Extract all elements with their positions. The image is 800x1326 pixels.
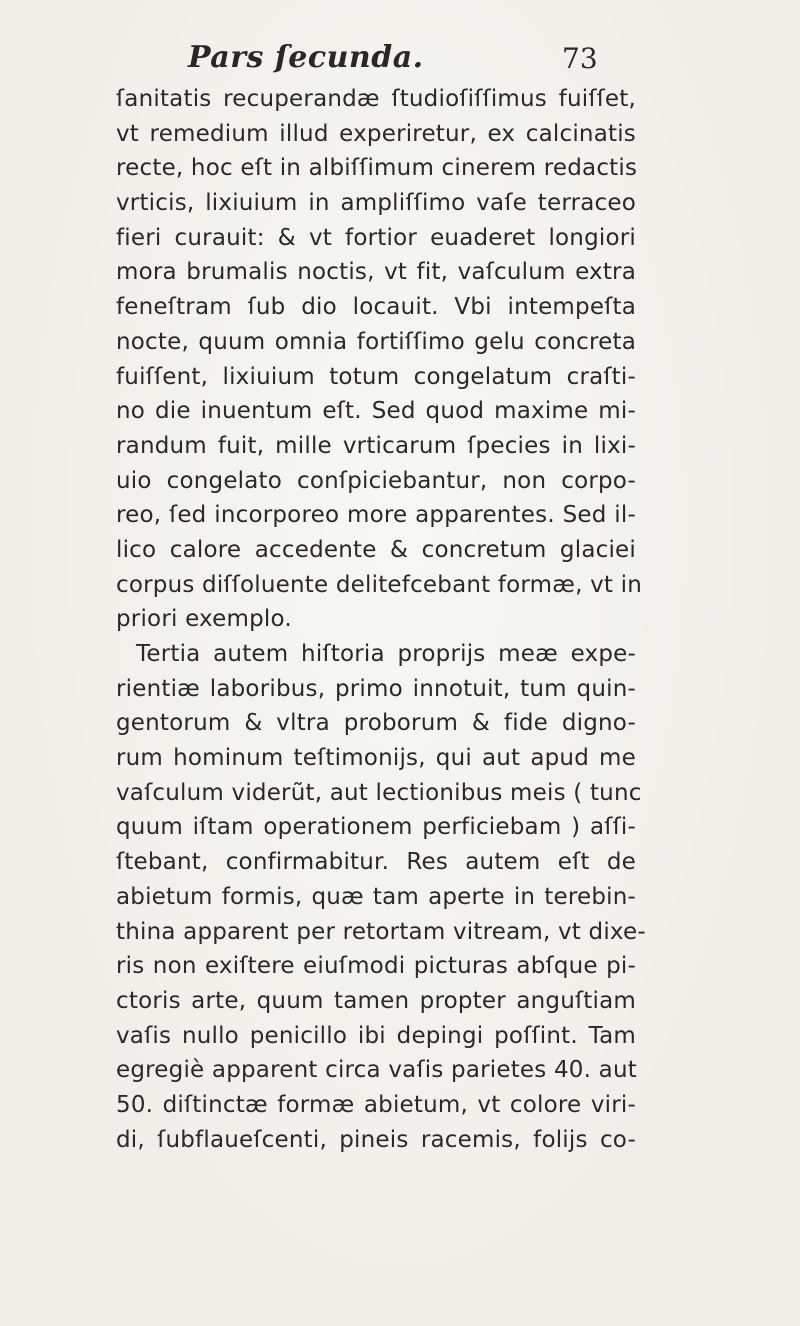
text-line: rum hominum teſtimonijs, qui aut apud me (116, 745, 636, 772)
text-line: abietum formis, quæ tam aperte in terebin- (116, 883, 636, 910)
text-line: 50. diſtinctæ formæ abietum, vt colore viri- (116, 1091, 636, 1118)
text-line: fieri curauit: & vt fortior euaderet longiori (116, 224, 636, 251)
text-line: ſanitatis recuperandæ ſtudioſiſſimus fuiſſet, (116, 86, 636, 112)
text-line: feneſtram ſub dio locauit. Vbi intempeſta (116, 294, 636, 321)
text-line: lico calore accedente & concretum glaciei (116, 536, 636, 563)
text-line: uio congelato conſpiciebantur, non corpo- (116, 467, 636, 494)
text-line: vrticis, lixiuium in ampliſſimo vaſe terraceo (116, 190, 636, 217)
text-line: reo, ſed incorporeo more apparentes. Sed il- (116, 502, 636, 529)
text-line: ſtebant, confirmabitur. Res autem eſt de (116, 849, 636, 876)
body-text (116, 82, 646, 1157)
text-line: rientiæ laboribus, primo innotuit, tum quin- (116, 675, 636, 702)
paragraph-first-line: Tertia autem hiſtoria proprijs meæ expe- (136, 641, 636, 667)
text-line: mora brumalis noctis, vt fit, vaſculum extra (116, 259, 636, 286)
text-line: quum iſtam operationem perficiebam ) aſſi- (116, 814, 636, 841)
running-head: Pars ſecunda. (188, 40, 424, 75)
text-line: ris non exiſtere eiuſmodi picturas abſque pi- (116, 953, 636, 980)
text-line: egregiè apparent circa vaſis parietes 40. aut (116, 1057, 637, 1084)
text-line: ctoris arte, quum tamen propter anguſtiam (116, 987, 636, 1014)
text-line: vt remedium illud experiretur, ex calcinatis (116, 120, 636, 147)
text-line: recte, hoc eſt in albiſſimum cinerem redactis (116, 155, 638, 182)
text-line: di, ſubflaueſcenti, pineis racemis, folijs co- (116, 1126, 636, 1153)
text-line: randum fuit, mille vrticarum ſpecies in lixi- (116, 432, 636, 459)
paragraph-end-line: priori exemplo. (116, 606, 292, 633)
text-line: fuiſſent, lixiuium totum congelatum craſti- (116, 363, 636, 390)
text-line: nocte, quum omnia fortiſſimo gelu concreta (116, 328, 636, 355)
page-header (0, 32, 800, 82)
text-line: vaſculum viderũt, aut lectionibus meis ( tunc (116, 779, 642, 806)
page-number: 73 (562, 42, 598, 75)
text-line: thina apparent per retortam vitream, vt dixe- (116, 918, 646, 945)
text-line: no die inuentum eſt. Sed quod maxime mi- (116, 398, 636, 425)
text-line: gentorum & vltra proborum & fide digno- (116, 710, 636, 737)
text-line: vaſis nullo penicillo ibi depingi poſſint. Tam (116, 1022, 636, 1049)
text-line: corpus diſſoluente delitefcebant formæ, vt in (116, 571, 643, 598)
